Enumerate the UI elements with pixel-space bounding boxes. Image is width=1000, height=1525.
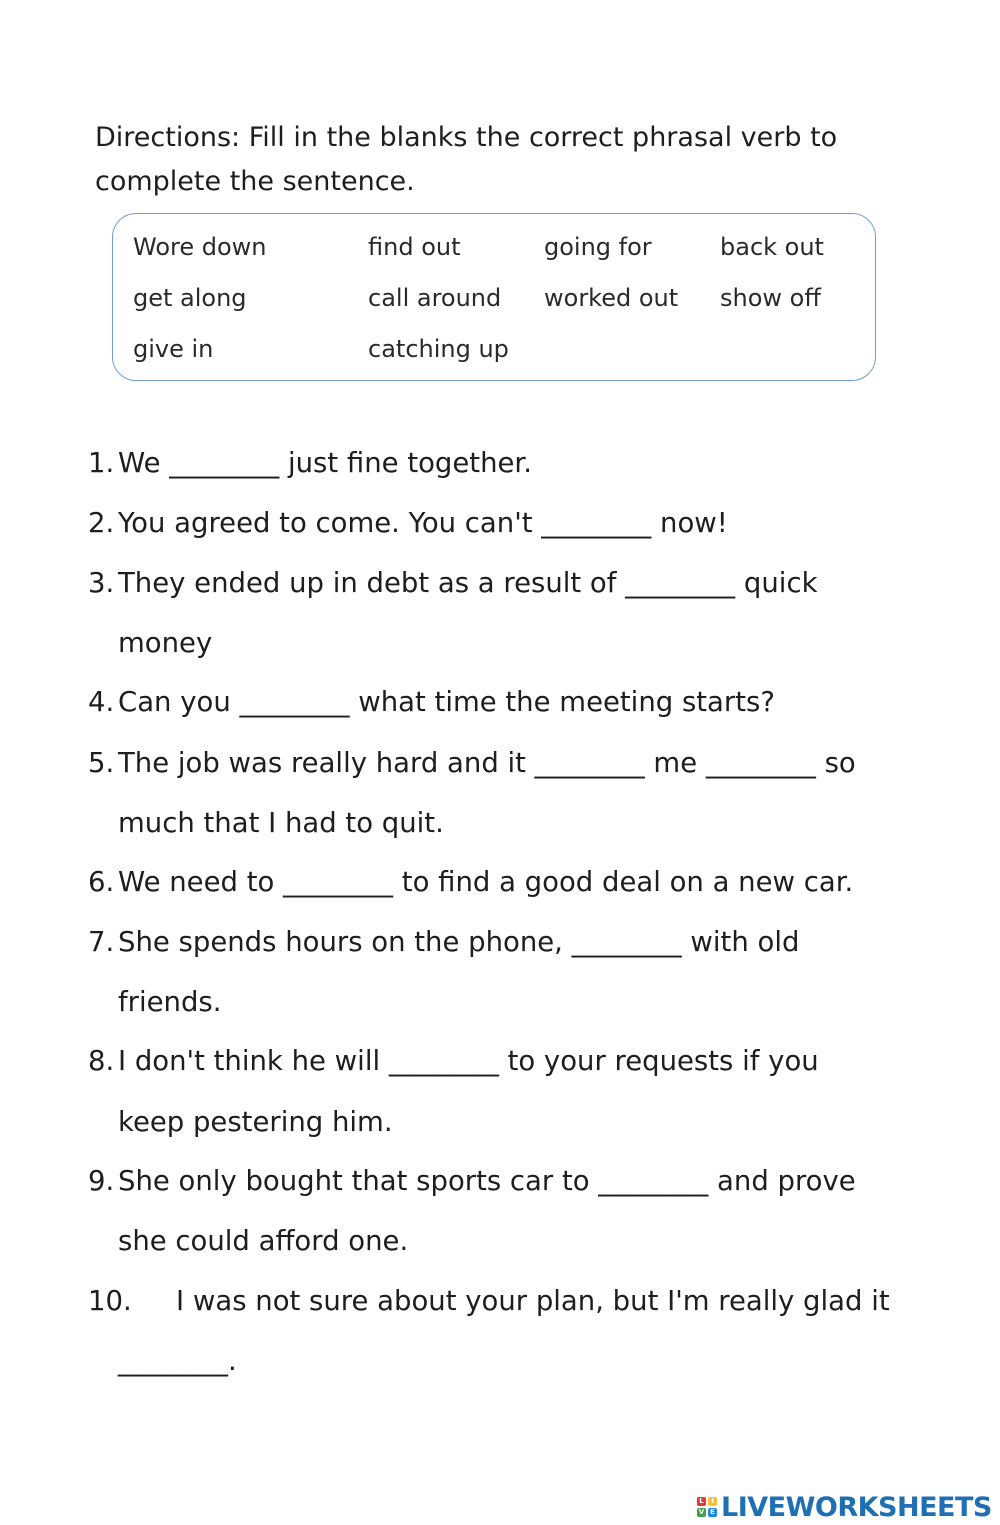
- question-text: You agreed to come. You can't ________ now!: [118, 507, 728, 539]
- liveworksheets-logo: [697, 1490, 992, 1524]
- word-bank-item: show off: [720, 284, 821, 312]
- question-text: friends.: [118, 986, 222, 1018]
- question-number: 9.: [88, 1165, 115, 1197]
- question-text: They ended up in debt as a result of ________ quick: [118, 567, 818, 599]
- word-bank-item: worked out: [544, 284, 679, 312]
- word-bank-item: give in: [133, 335, 214, 363]
- question-number: 6.: [88, 866, 115, 898]
- word-bank-item: find out: [368, 233, 461, 261]
- word-bank-item: call around: [368, 284, 502, 312]
- question-text: Can you ________ what time the meeting starts?: [118, 686, 775, 718]
- question-text: I was not sure about your plan, but I'm really glad it: [176, 1285, 890, 1317]
- question-number: 7.: [88, 926, 115, 958]
- word-bank-item: get along: [133, 284, 247, 312]
- question-number: 10.: [88, 1285, 132, 1317]
- question-number: 1.: [88, 447, 115, 479]
- directions-text: Directions: Fill in the blanks the correct phrasal verb to complete the sentence.: [95, 122, 838, 197]
- word-bank-item: Wore down: [133, 233, 267, 261]
- logo-icon-tile: V: [698, 1508, 705, 1516]
- logo-icon-tile: I: [708, 1497, 717, 1506]
- word-bank-item: going for: [544, 233, 652, 261]
- question-number: 8.: [88, 1045, 115, 1077]
- question-text: The job was really hard and it ________ me ________ so: [118, 747, 856, 779]
- question-text: money: [118, 627, 213, 659]
- question-text: keep pestering him.: [118, 1106, 393, 1138]
- question-number: 4.: [88, 686, 115, 718]
- liveworksheets-logo-icon: [697, 1497, 717, 1517]
- question-text: We need to ________ to find a good deal on a new car.: [118, 866, 854, 898]
- logo-icon-tile: E: [708, 1508, 717, 1517]
- question-text: She only bought that sports car to ________ and prove: [118, 1165, 856, 1197]
- question-text: We ________ just fine together.: [118, 447, 532, 479]
- word-bank-item: back out: [720, 233, 824, 261]
- question-text: She spends hours on the phone, ________ with old: [118, 926, 800, 958]
- question-text: I don't think he will ________ to your requests if you: [118, 1045, 819, 1077]
- question-number: 2.: [88, 507, 115, 539]
- question-text: she could afford one.: [118, 1225, 409, 1257]
- word-bank-item: catching up: [368, 335, 509, 363]
- word-bank: [112, 213, 876, 381]
- question-number: 5.: [88, 747, 115, 779]
- question-number: 3.: [88, 567, 115, 599]
- logo-icon-tile: L: [697, 1497, 706, 1506]
- question-text: much that I had to quit.: [118, 807, 444, 839]
- question-text: ________.: [118, 1345, 237, 1377]
- liveworksheets-brand: LIVEWORKSHEETS: [721, 1491, 992, 1523]
